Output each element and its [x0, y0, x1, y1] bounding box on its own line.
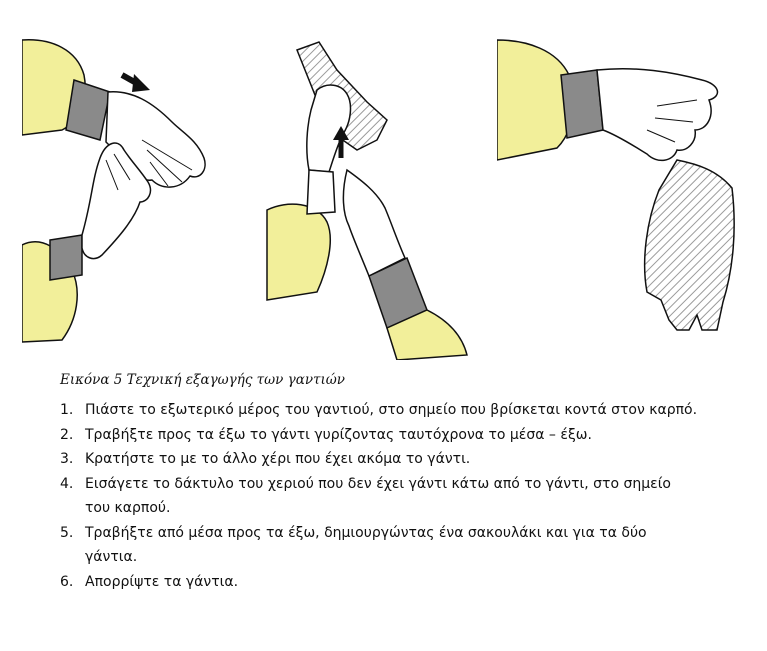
step-number: 6. — [60, 573, 74, 590]
step-text: Εισάγετε το δάκτυλο του χεριού που δεν έχει γάντι κάτω από το γάντι, στο σημείο του καρπού. — [85, 475, 671, 516]
step-text: Τραβήξτε από μέσα προς τα έξω, δημιουργώντας ένα σακουλάκι και για τα δύο γάντια. — [85, 524, 647, 565]
panel-step-1 — [22, 30, 242, 360]
figure-caption: Εικόνα 5 Τεχνική εξαγωγής των γαντιών — [60, 372, 346, 388]
step-number: 5. — [60, 524, 74, 541]
list-item — [60, 570, 700, 595]
list-item — [60, 472, 700, 521]
step-number: 1. — [60, 402, 74, 418]
list-item — [60, 398, 700, 423]
glove-peel-inside-out-illustration — [257, 30, 477, 360]
step-text: Πιάστε το εξωτερικό μέρος του γαντιού, στο σημείο που βρίσκεται κοντά στον καρπό. — [85, 402, 698, 418]
step-number: 3. — [60, 451, 74, 467]
step-number: 2. — [60, 426, 74, 443]
glove-pinch-wrist-illustration — [22, 30, 242, 360]
glove-removed-hanging-illustration — [497, 30, 747, 360]
glove-removal-figure — [22, 30, 747, 360]
list-item — [60, 521, 700, 570]
list-item — [60, 447, 700, 472]
instruction-steps — [60, 398, 700, 594]
step-number: 4. — [60, 475, 74, 492]
panel-step-2 — [257, 30, 477, 360]
list-item — [60, 423, 700, 448]
panel-step-3 — [497, 30, 747, 360]
step-text: Τραβήξτε προς τα έξω το γάντι γυρίζοντας ταυτόχρονα το μέσα – έξω. — [85, 426, 592, 443]
step-text: Κρατήστε το με το άλλο χέρι που έχει ακόμα το γάντι. — [85, 451, 471, 467]
step-text: Απορρίψτε τα γάντια. — [85, 573, 239, 590]
